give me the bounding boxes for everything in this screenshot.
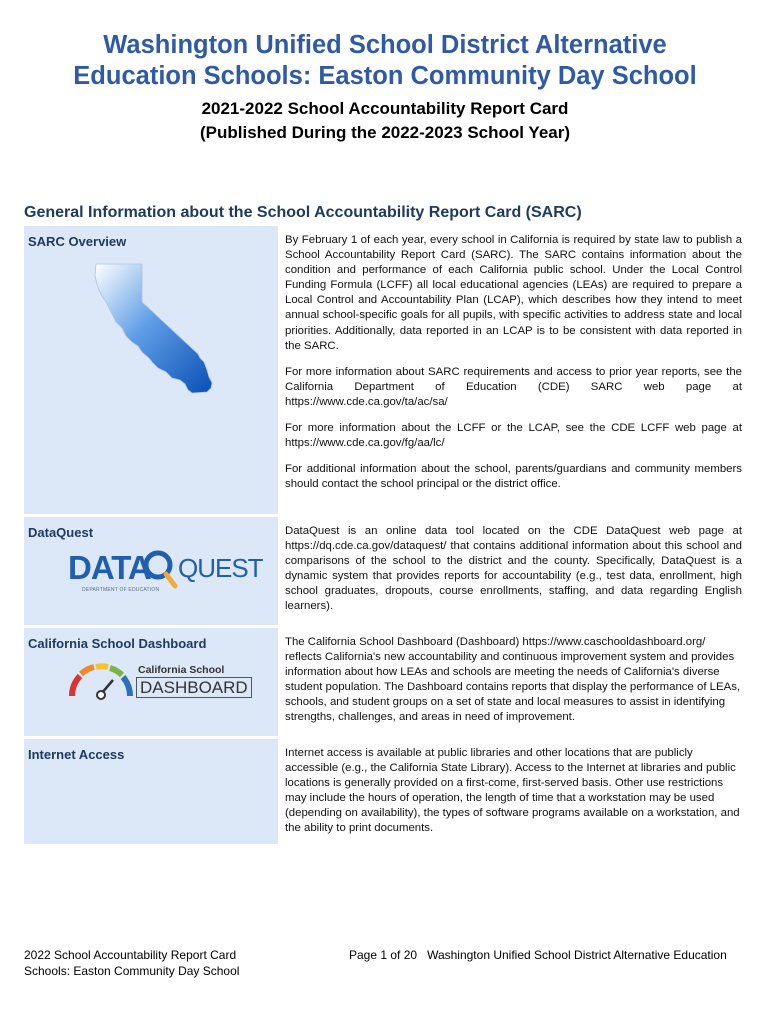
sarc-info-table (24, 226, 746, 847)
footer-right (349, 948, 737, 964)
row-label: SARC Overview (28, 234, 127, 249)
label-cell (24, 739, 278, 844)
description-cell (281, 517, 746, 625)
california-map-icon (92, 262, 222, 397)
title-line-1: Washington Unified School District Alternative (103, 31, 667, 59)
subtitle-line-1: 2021-2022 School Accountability Report Card (201, 99, 569, 118)
magnifier-icon (142, 547, 178, 589)
report-subtitle (0, 97, 770, 145)
paragraph: For more information about the LCFF or the LCAP, see the CDE LCFF web page at https://www.cde.ca.gov/fg/aa/lc/ (285, 422, 742, 450)
dashboard-logo-bottom: DASHBOARD (136, 677, 252, 698)
row-label: DataQuest (28, 525, 94, 540)
paragraph: DataQuest is an online data tool located on the CDE DataQuest web page at https://dq.cde.ca.gov/dataquest/ that contains additional information about this school and comparisons of the school to the district and the county. Specifically, DataQuest is a dynamic system that provides reports for accountability (e.g., test data, enrollment, high school graduates, dropouts, course enrollments, staffing, and data regarding English learners). (285, 525, 742, 613)
section-heading: General Information about the School Accountability Report Card (SARC) (24, 204, 582, 221)
description-cell (281, 628, 746, 736)
footer-left (24, 948, 239, 979)
row-label: California School Dashboard (28, 636, 207, 651)
label-cell (24, 226, 278, 514)
dashboard-logo-top: California School (138, 664, 225, 676)
footer-left-line-2: Schools: Easton Community Day School (24, 963, 240, 978)
description-cell (281, 739, 746, 844)
gauge-icon (66, 658, 136, 702)
table-row-internet-access (24, 739, 746, 844)
row-label: Internet Access (28, 747, 125, 762)
title-line-2: Education Schools: Easton Community Day School (73, 62, 697, 90)
subtitle-line-2: (Published During the 2022-2023 School Year) (199, 123, 571, 142)
dataquest-logo-caption: DEPARTMENT OF EDUCATION (82, 587, 160, 593)
paragraph: The California School Dashboard (Dashboard) https://www.caschooldashboard.org/ reflects California's new accountability and continuous improvement system and provides information about how LEAs and schools are meeting the needs of California's diverse student population. The Dashboard contains reports that display the performance of LEAs, schools, and student groups on a set of state and local measures to assist in identifying strengths, challenges, and areas in need of improvement. (285, 636, 741, 724)
paragraph: Internet access is available at public libraries and other locations that are publicly accessible (e.g., the California State Library). Access to the Internet at libraries and public locations is generally provided on a first-come, first-served basis. Other use restrictions may include the hours of operation, the length of time that a workstation may be used (depending on availability), the types of software programs available on a workstation, and the ability to print documents. (285, 747, 740, 835)
table-row-dashboard (24, 628, 746, 736)
paragraph: For more information about SARC requirements and access to prior year reports, see the California Department of Education (CDE) SARC web page at https://www.cde.ca.gov/ta/ac/sa/ (285, 365, 742, 408)
page-number: Page 1 of 20 (349, 948, 418, 962)
dataquest-logo-quest: QUEST (178, 553, 263, 583)
label-cell (24, 517, 278, 625)
table-row-dataquest (24, 517, 746, 625)
paragraph: By February 1 of each year, every school in California is required by state law to publish a School Accountability Report Card (SARC). The SARC contains information about the condition and performance of each California public school. Under the Local Control Funding Formula (LCFF) all local educational agencies (LEAs) are required to prepare a Local Control and Accountability Plan (LCAP), which describes how they intend to meet annual school-specific goals for all pupils, with specific activities to address state and local priorities. Additionally, data reported in an LCAP is to be consistent with data reported in the SARC. (285, 234, 742, 352)
dashboard-logo (66, 658, 246, 704)
footer-district: Washington Unified School District Alternative Education (427, 948, 727, 962)
dataquest-logo-data: DATA (68, 549, 151, 586)
report-title (0, 30, 770, 92)
table-row-sarc-overview (24, 226, 746, 514)
description-cell (281, 226, 746, 514)
dataquest-logo (68, 549, 263, 601)
footer-left-line-1: 2022 School Accountability Report Card (24, 948, 237, 962)
label-cell (24, 628, 278, 736)
paragraph: For additional information about the school, parents/guardians and community members should contact the school principal or the district office. (285, 463, 742, 491)
